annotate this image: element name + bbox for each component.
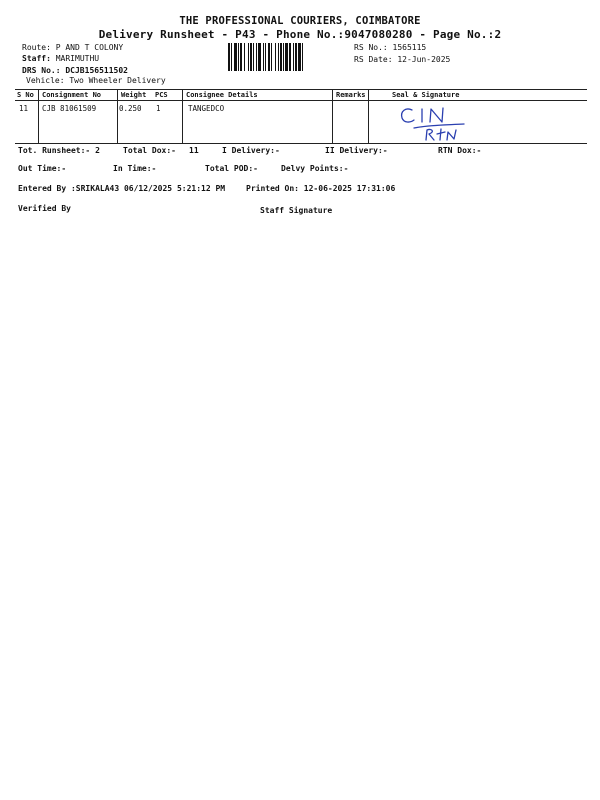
col-header-remarks: Remarks — [336, 91, 366, 99]
runsheet-subtitle: Delivery Runsheet - P43 - Phone No.:9047080280 - Page No.:2 — [98, 28, 502, 41]
total-pod-label: Total POD:- — [205, 164, 258, 173]
drs-value: DCJB156511502 — [65, 66, 128, 75]
entered-by-label: Entered By :SRIKALA43 06/12/2025 5:21:12 PM — [18, 184, 226, 193]
total-dox-value: 11 — [189, 146, 199, 155]
cell-consignee: TANGEDCO — [188, 104, 225, 113]
table-header-rule — [15, 100, 587, 101]
ii-delivery-label: II Delivery:- — [325, 146, 388, 155]
table-bottom-rule — [15, 143, 587, 144]
col-header-weight: Weight — [121, 91, 147, 99]
col-header-sno: S No — [17, 91, 34, 99]
table-top-rule — [15, 89, 587, 90]
rs-no-label: RS No.: 1565115 — [354, 43, 427, 52]
total-dox-label: Total Dox:- — [123, 146, 176, 155]
verified-by-label: Verified By — [18, 204, 71, 213]
cell-pcs: 1 — [156, 104, 161, 113]
handwritten-signature — [396, 104, 476, 142]
drs-row — [22, 66, 128, 75]
barcode-image — [228, 43, 344, 71]
drs-label: DRS No.: — [22, 66, 61, 75]
col-header-pcs: PCS — [155, 91, 168, 99]
in-time-label: In Time:- — [113, 164, 157, 173]
cell-sno: 11 — [19, 104, 29, 113]
table-divider — [38, 89, 39, 143]
table-divider — [332, 89, 333, 143]
col-header-consignment: Consignment No — [42, 91, 102, 99]
staff-signature-label: Staff Signature — [260, 206, 333, 215]
staff-value: MARIMUTHU — [55, 54, 100, 63]
staff-label: Staff: — [22, 54, 51, 63]
delvy-points-label: Delvy Points:- — [281, 164, 349, 173]
staff-row — [22, 54, 99, 63]
i-delivery-label: I Delivery:- — [222, 146, 280, 155]
table-divider — [117, 89, 118, 143]
col-header-consignee: Consignee Details — [186, 91, 258, 99]
vehicle-label: Vehicle: Two Wheeler Delivery — [26, 76, 166, 85]
route-label: Route: P AND T COLONY — [22, 43, 124, 52]
rs-date-label: RS Date: 12-Jun-2025 — [354, 55, 451, 64]
tot-runsheet-label: Tot. Runsheet:- 2 — [18, 146, 100, 155]
cell-consignment-no: CJB 81061509 — [42, 104, 97, 113]
company-title: THE PROFESSIONAL COURIERS, COIMBATORE — [179, 15, 421, 27]
rtn-dox-label: RTN Dox:- — [438, 146, 482, 155]
table-divider — [182, 89, 183, 143]
table-divider — [368, 89, 369, 143]
out-time-label: Out Time:- — [18, 164, 67, 173]
col-header-seal-signature: Seal & Signature — [392, 91, 460, 99]
cell-weight: 0.250 — [119, 104, 142, 113]
printed-on-label: Printed On: 12-06-2025 17:31:06 — [246, 184, 396, 193]
